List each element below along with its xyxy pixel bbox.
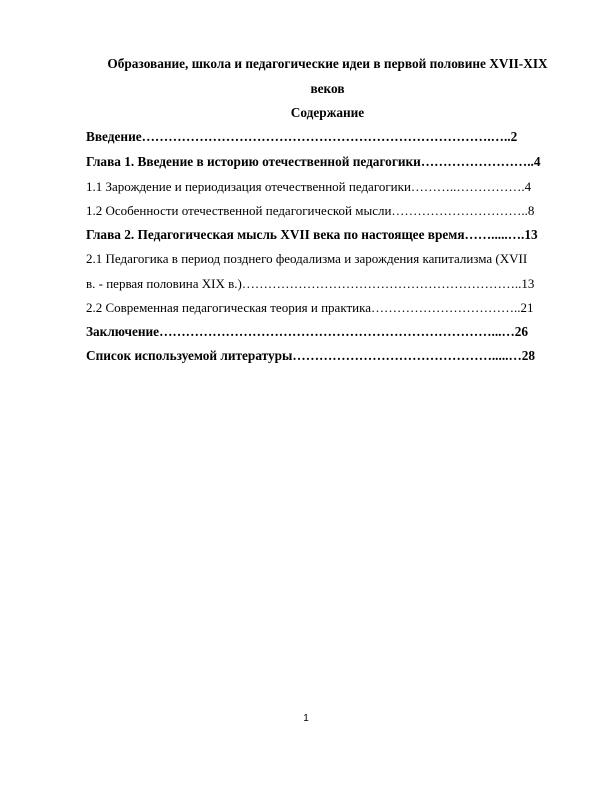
toc-entry-section-2-1-line-1: 2.1 Педагогика в период позднего феодализма и зарождения капитализма (XVII [86, 251, 528, 266]
toc-entry-section-2-1-line-2: в. - первая половина XIX в.)………………………………………………………..13 [86, 276, 535, 291]
toc-entry-references: Список используемой литературы……………………………………….....…28 [86, 348, 536, 363]
page-number: 1 [303, 713, 309, 724]
document-title-line-2: веков [310, 81, 345, 96]
toc-entry-introduction: Введение…………………………………………………………………….…..2 [86, 129, 518, 144]
toc-entry-section-2-2: 2.2 Современная педагогическая теория и практика……………………………..21 [86, 300, 534, 315]
toc-entry-section-1-1: 1.1 Зарождение и периодизация отечественной педагогики………..…………….4 [86, 179, 532, 194]
toc-entry-section-1-2: 1.2 Особенности отечественной педагогической мысли…………………………..8 [86, 203, 535, 218]
toc-entry-chapter-1: Глава 1. Введение в историю отечественной педагогики……………………..4 [86, 154, 541, 169]
toc-entry-chapter-2: Глава 2. Педагогическая мысль XVII века по настоящее время…….....….13 [86, 227, 538, 242]
document-title-line-1: Образование, школа и педагогические идеи в первой половине XVII-XIX [107, 56, 548, 71]
toc-entry-conclusion: Заключение…………………………………………………………………...…26 [86, 324, 529, 339]
toc-heading: Содержание [290, 105, 365, 120]
